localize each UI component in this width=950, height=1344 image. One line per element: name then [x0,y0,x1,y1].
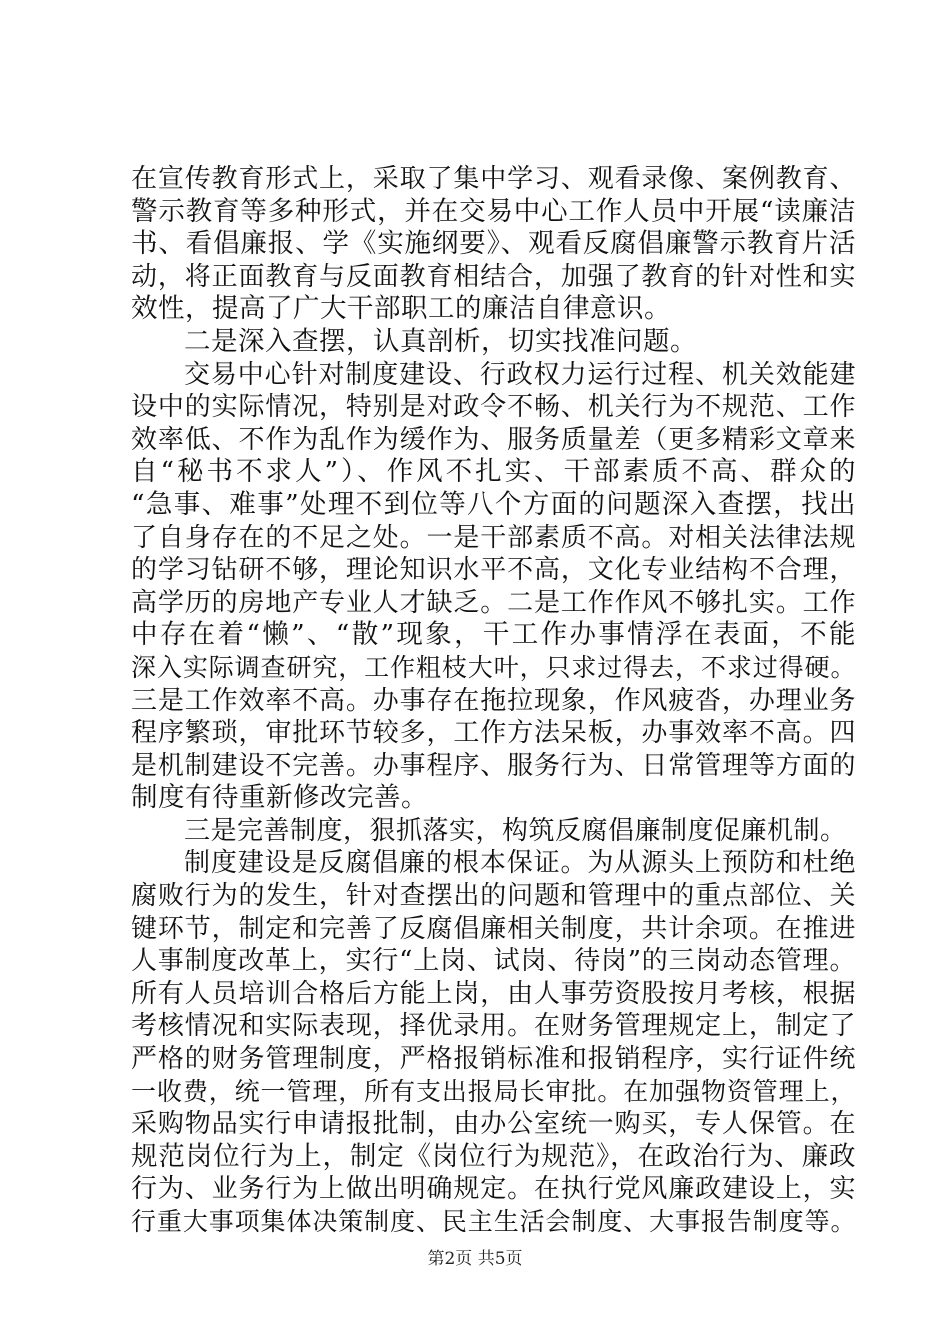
text-line: 人事制度改革上，实行“上岗、试岗、待岗”的三岗动态管理。 [131,946,856,977]
text-line: 了自身存在的不足之处。一是干部素质不高。对相关法律法规 [131,522,856,553]
text-line: 考核情况和实际表现，择优录用。在财务管理规定上，制定了 [131,1011,856,1042]
page-footer [0,1248,950,1270]
text-line: 高学历的房地产专业人才缺乏。二是工作作风不够扎实。工作 [131,587,856,618]
text-line: 自“秘书不求人”）、作风不扎实、干部素质不高、群众的 [131,456,856,488]
text-line: 程序繁琐，审批环节较多，工作方法呆板，办事效率不高。四 [131,718,856,749]
text-line: 书、看倡廉报、学《实施纲要》、观看反腐倡廉警示教育片活 [131,228,856,260]
text-line: 效性，提高了广大干部职工的廉洁自律意识。 [131,293,671,325]
page-number-label: 第2页 共5页 [427,1249,523,1269]
text-line: 动，将正面教育与反面教育相结合，加强了教育的针对性和实 [131,261,856,292]
document-body [131,163,856,1239]
text-line: 行重大事项集体决策制度、民主生活会制度、大事报告制度等。 [131,1207,856,1236]
text-line: 采购物品实行申请报批制，由办公室统一购买，专人保管。在 [131,1109,856,1140]
text-line: 一收费，统一管理，所有支出报局长审批。在加强物资管理上， [131,1076,856,1106]
text-line: 中存在着“懒”、“散”现象，干工作办事情浮在表面，不能 [131,619,856,651]
text-line: 制度有待重新修改完善。 [131,782,428,814]
text-line: 交易中心针对制度建设、行政权力运行过程、机关效能建 [184,359,856,390]
text-line: 是机制建设不完善。办事程序、服务行为、日常管理等方面的 [131,750,856,781]
text-line: 的学习钻研不够，理论知识水平不高，文化专业结构不合理， [131,555,856,586]
text-line: 二是深入查摆，认真剖析，切实找准问题。 [184,325,697,357]
text-line: “急事、难事”处理不到位等八个方面的问题深入查摆，找出 [131,488,856,520]
text-line: 在宣传教育形式上，采取了集中学习、观看录像、案例教育、 [131,164,856,194]
text-line: 键环节，制定和完善了反腐倡廉相关制度，共计余项。在推进 [131,913,856,944]
text-line: 深入实际调查研究，工作粗枝大叶，只求过得去，不求过得硬。 [131,652,856,682]
text-line: 腐败行为的发生，针对查摆出的问题和管理中的重点部位、关 [131,881,856,912]
text-line: 制度建设是反腐倡廉的根本保证。为从源头上预防和杜绝 [184,848,856,879]
text-line: 设中的实际情况，特别是对政令不畅、机关行为不规范、工作 [131,392,856,423]
text-line: 三是工作效率不高。办事存在拖拉现象，作风疲沓，办理业务 [131,685,856,716]
text-line: 行为、业务行为上做出明确规定。在执行党风廉政建设上，实 [131,1174,856,1205]
text-line: 三是完善制度，狠抓落实，构筑反腐倡廉制度促廉机制。 [184,815,847,846]
text-line: 警示教育等多种形式，并在交易中心工作人员中开展“读廉洁 [131,195,856,227]
text-line: 规范岗位行为上，制定《岗位行为规范》，在政治行为、廉政 [131,1140,856,1172]
text-line: 效率低、不作为乱作为缓作为、服务质量差（更多精彩文章来 [131,424,856,455]
text-line: 严格的财务管理制度，严格报销标准和报销程序，实行证件统 [131,1044,856,1075]
text-line: 所有人员培训合格后方能上岗，由人事劳资股按月考核，根据 [131,978,856,1009]
